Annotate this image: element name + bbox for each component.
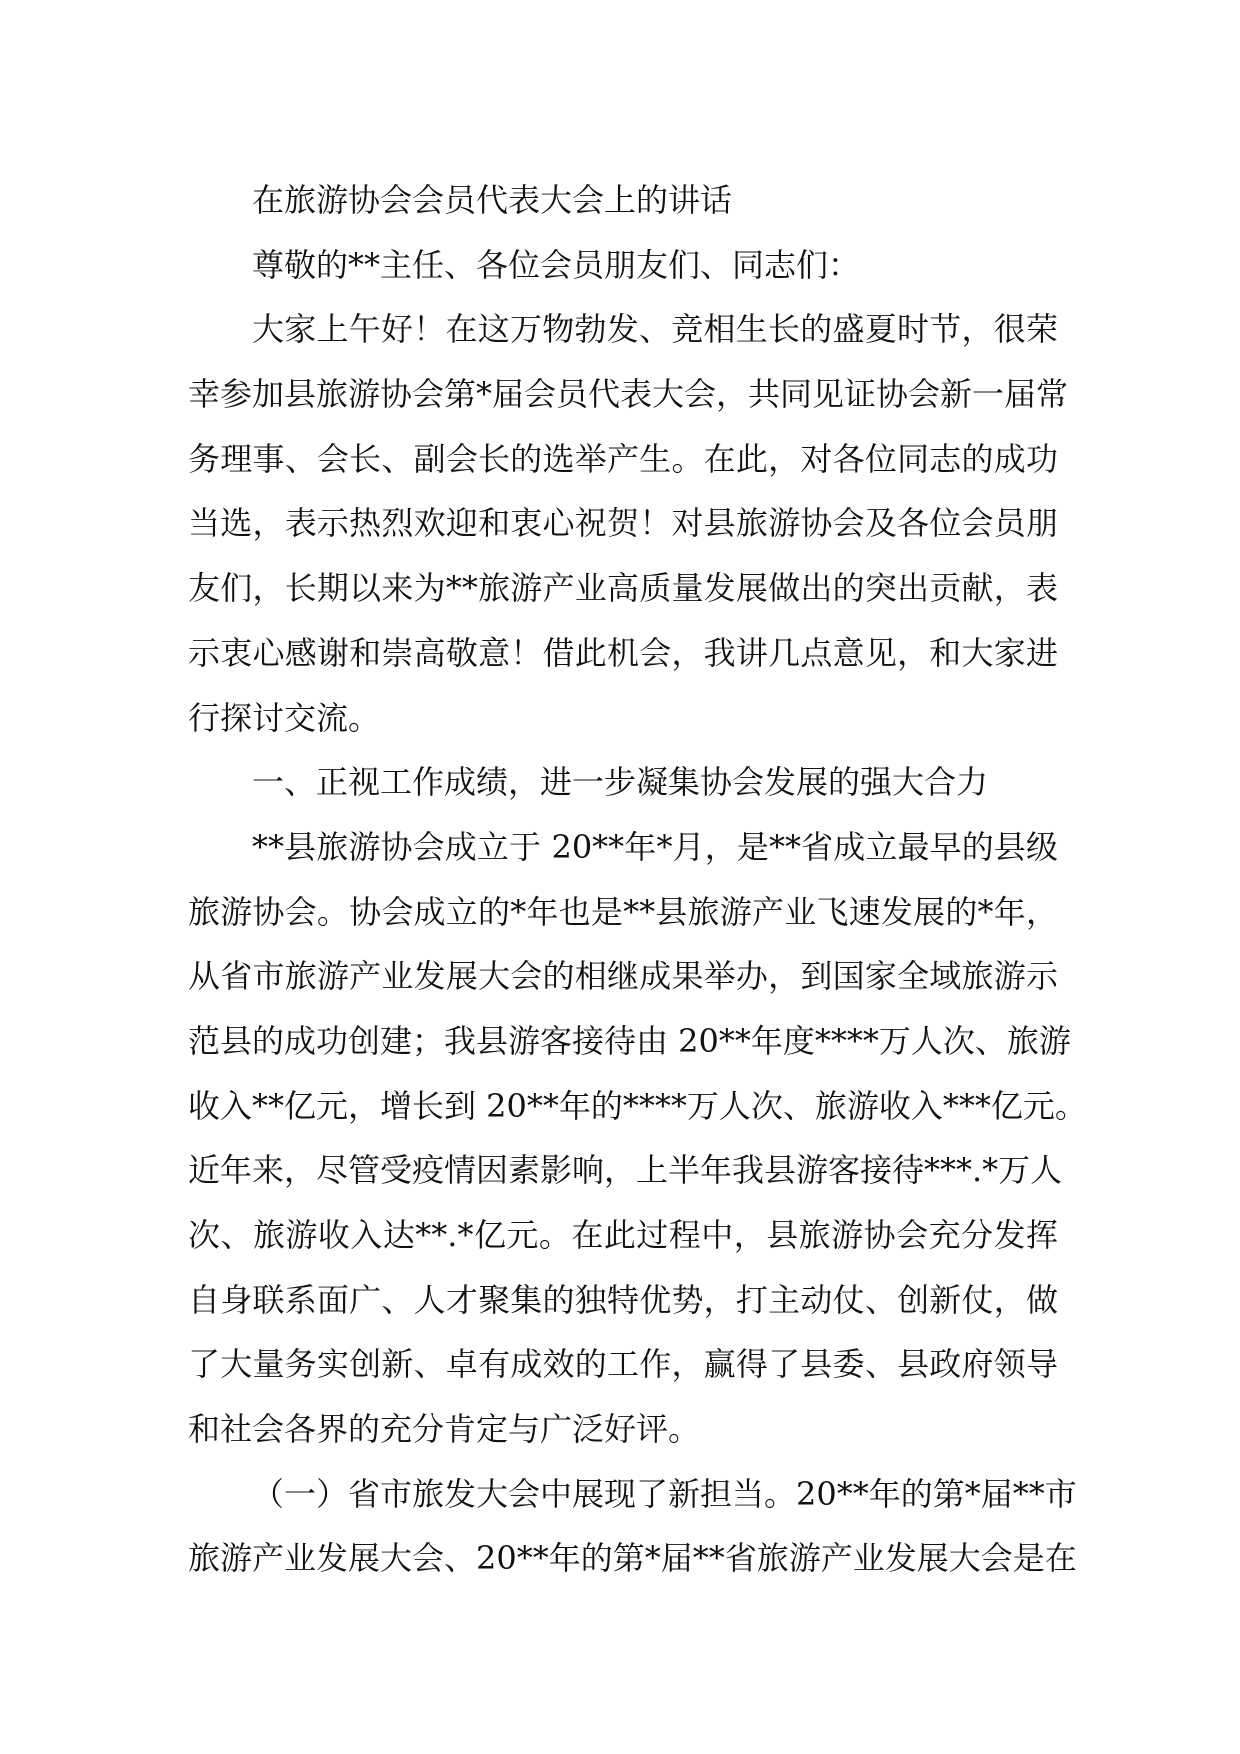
text-line: 务理事、会长、副会长的选举产生。在此，对各位同志的成功 (188, 439, 1058, 478)
salutation: 尊敬的**主任、各位会员朋友们、同志们： (252, 245, 861, 284)
text-line: 从省市旅游产业发展大会的相继成果举办，到国家全域旅游示 (188, 957, 1058, 996)
text-line: 友们，长期以来为**旅游产业高质量发展做出的突出贡献，表 (188, 569, 1058, 608)
text-line: 了大量务实创新、卓有成效的工作，赢得了县委、县政府领导 (188, 1345, 1058, 1384)
text-line: 范县的成功创建；我县游客接待由 20**年度****万人次、旅游 (188, 1021, 1071, 1060)
text-line: **县旅游协会成立于 20**年*月，是**省成立最早的县级 (252, 827, 1058, 866)
text-line: 幸参加县旅游协会第*届会员代表大会，共同见证协会新一届常 (188, 375, 1069, 414)
text-line: 旅游协会。协会成立的*年也是**县旅游产业飞速发展的*年， (188, 892, 1058, 931)
text-line: 近年来，尽管受疫情因素影响，上半年我县游客接待***.*万人 (188, 1151, 1063, 1190)
text-line: 行探讨交流。 (188, 698, 381, 737)
document-title: 在旅游协会会员代表大会上的讲话 (252, 181, 733, 219)
text-line: （一）省市旅发大会中展现了新担当。20**年的第*届**市 (252, 1474, 1077, 1513)
text-line: 当选，表示热烈欢迎和衷心祝贺！对县旅游协会及各位会员朋 (188, 504, 1058, 543)
text-line: 一、正视工作成绩，进一步凝集协会发展的强大合力 (252, 763, 989, 802)
text-line: 大家上午好！在这万物勃发、竞相生长的盛夏时节，很荣 (252, 310, 1058, 349)
text-line: 收入**亿元，增长到 20**年的****万人次、旅游收入***亿元。 (188, 1086, 1087, 1125)
text-line: 示衷心感谢和崇高敬意！借此机会，我讲几点意见，和大家进 (188, 633, 1058, 672)
text-line: 旅游产业发展大会、20**年的第*届**省旅游产业发展大会是在 (188, 1539, 1077, 1578)
text-line: 自身联系面广、人才聚集的独特优势，打主动仗、创新仗，做 (188, 1280, 1058, 1319)
document-body (188, 168, 1087, 1591)
text-line: 次、旅游收入达**.*亿元。在此过程中，县旅游协会充分发挥 (188, 1216, 1058, 1254)
text-line: 和社会各界的充分肯定与广泛好评。 (188, 1410, 701, 1449)
